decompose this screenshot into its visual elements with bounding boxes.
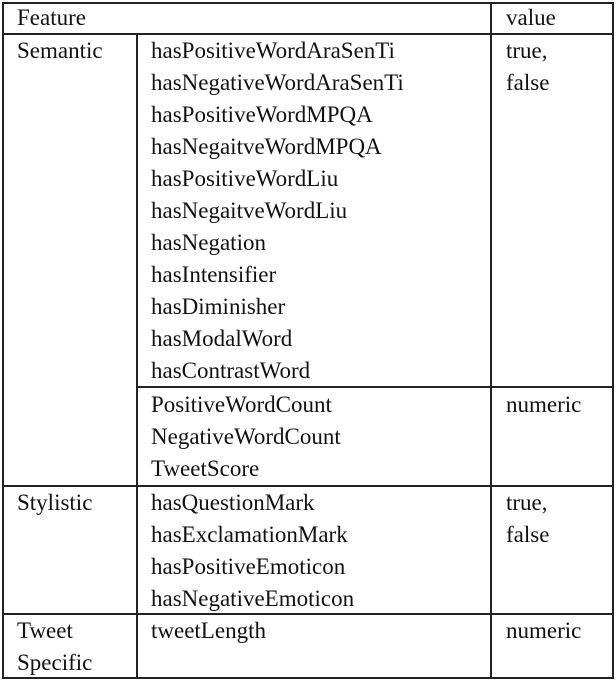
feature-item: hasExclamationMark [151, 522, 348, 547]
header-value: value [506, 5, 556, 30]
semantic-boolean-features [151, 35, 404, 387]
feature-item: hasDiminisher [151, 294, 286, 319]
feature-item: hasPositiveWordAraSenTi [151, 38, 395, 63]
feature-item: TweetScore [151, 456, 260, 481]
label-line: Specific [17, 650, 93, 675]
feature-item: hasNegation [151, 230, 266, 255]
feature-item: PositiveWordCount [151, 392, 332, 417]
value-text: true, [506, 38, 548, 63]
feature-item: hasModalWord [151, 326, 293, 351]
semantic-numeric-value: numeric [506, 392, 582, 417]
group-label-semantic: Semantic [17, 38, 103, 63]
value-text: true, [506, 490, 548, 515]
table-border-left [2, 2, 4, 679]
tweet-specific-features [151, 615, 266, 647]
column-divider-2 [490, 2, 492, 679]
stylistic-value [506, 487, 549, 551]
stylistic-features [151, 487, 354, 615]
table-border-right [612, 2, 614, 679]
feature-item: hasNegaitveWordLiu [151, 198, 348, 223]
semantic-boolean-value [506, 35, 549, 99]
feature-item: hasPositiveWordLiu [151, 166, 339, 191]
feature-item: hasNegaitveWordMPQA [151, 134, 382, 159]
feature-item: NegativeWordCount [151, 424, 341, 449]
feature-item: hasNegativeEmoticon [151, 586, 355, 611]
table-border-bottom [2, 677, 614, 679]
feature-item: hasContrastWord [151, 358, 311, 383]
semantic-numeric-features [151, 389, 341, 485]
feature-item: tweetLength [151, 618, 266, 643]
feature-item: hasPositiveWordMPQA [151, 102, 373, 127]
feature-item: hasPositiveEmoticon [151, 554, 346, 579]
column-divider-1 [136, 33, 138, 679]
group-label-tweet-specific [17, 615, 92, 679]
tweet-specific-value: numeric [506, 618, 582, 643]
group-label-stylistic: Stylistic [17, 490, 93, 515]
header-feature: Feature [17, 5, 86, 30]
value-text: false [506, 522, 550, 547]
feature-item: hasQuestionMark [151, 490, 315, 515]
feature-item: hasNegativeWordAraSenTi [151, 70, 404, 95]
value-text: false [506, 70, 550, 95]
label-line: Tweet [17, 618, 73, 643]
feature-item: hasIntensifier [151, 262, 277, 287]
